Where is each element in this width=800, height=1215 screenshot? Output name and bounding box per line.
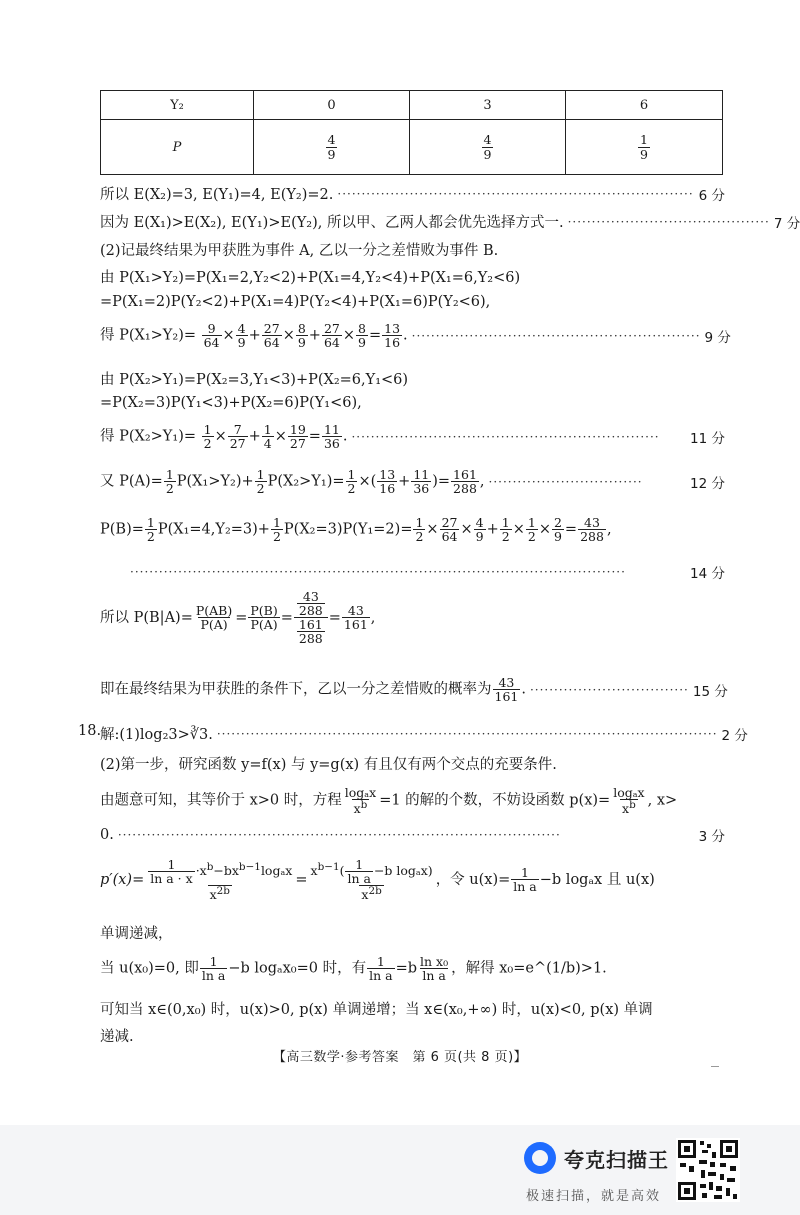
table-cell: Y₂	[101, 91, 254, 120]
table-header-row	[101, 91, 723, 120]
solution-line: 又 P(A)= $\frac{1}{2}$ P(X₁>Y₂)+ $\frac{1}{2}$ P(X₂>Y₁)= $\frac{1}{2}$ ×( $\frac{13}{16}$ + $\frac{11}{36}$ )= $\frac{161}{288}$ , ································ 12 分	[100, 467, 725, 497]
scanner-banner	[0, 1125, 800, 1215]
table-cell: 3	[410, 91, 566, 120]
solution-line: P(B)= $\frac{1}{2}$ P(X₁=4,Y₂=3)+ $\frac{1}{2}$ P(X₂=3)P(Y₁=2)= $\frac{1}{2}$ × $\frac{27}{64}$ × $\frac{4}{9}$ + $\frac{1}{2}$ × $\frac{1}{2}$ × $\frac{2}{9}$ = $\frac{43}{288}$ ,	[100, 515, 612, 545]
solution-line: 当 u(x₀)=0, 即 $\frac{1}{\text{ln a}}$ −b logₐx₀=0 时，有 $\frac{1}{\text{ln a}}$ =b $\frac{\text{ln x₀}}{\text{ln a}}$ ，解得 x₀=e^(1/b)>1.	[100, 954, 607, 984]
table-cell: P	[101, 120, 254, 175]
table-cell: $\frac{4}{9}$	[410, 120, 566, 175]
quark-logo-icon	[524, 1142, 556, 1174]
table-cell: $\frac{1}{9}$	[566, 120, 723, 175]
table-cell: $\frac{4}{9}$	[254, 120, 410, 175]
brand-name: 夸克扫描王	[564, 1147, 669, 1172]
solution-line: 得 P(X₂>Y₁)= $\frac{1}{2}$ × $\frac{7}{27}$ + $\frac{1}{4}$ × $\frac{19}{27}$ = $\frac{11}{36}$ . ································································ 11 分	[100, 422, 725, 452]
solution-line: 即在最终结果为甲获胜的条件下，乙以一分之差惜败的概率为 $\frac{43}{161}$ . ································· 15 分	[100, 675, 728, 705]
solution-line: 所以 E(X₂)=3, E(Y₁)=4, E(Y₂)=2. ·········································································· 6 分	[100, 186, 725, 204]
distribution-table	[100, 90, 723, 175]
table-cell: 0	[254, 91, 410, 120]
solution-line: 单调递减，	[100, 926, 173, 942]
solution-line: 所以 P(B|A)= $\frac{P(AB)}{P(A)}$ = $\frac{P(B)}{P(A)}$ = $\frac{\frac{43}{288}}{\frac{161}{288}}$ = $\frac{43}{161}$ ,	[100, 589, 376, 647]
solution-line: 由 P(X₁>Y₂)=P(X₁=2,Y₂<2)+P(X₁=4,Y₂<4)+P(X₁=6,Y₂<6)	[100, 270, 521, 286]
solution-line: ······································································································· 14 分	[130, 565, 725, 582]
solution-line: 递减.	[100, 1029, 134, 1045]
solution-line: =P(X₂=3)P(Y₁<3)+P(X₂=6)P(Y₁<6),	[100, 395, 362, 411]
solution-line: (2)记最终结果为甲获胜为事件 A, 乙以一分之差惜败为事件 B.	[100, 243, 499, 259]
solution-line: (2)第一步，研究函数 y=f(x) 与 y=g(x) 有且仅有两个交点的充要条件.	[100, 757, 557, 773]
brand	[524, 1142, 669, 1174]
table-cell: 6	[566, 91, 723, 120]
solution-line: 0. ···························································································· 3 分	[100, 827, 725, 845]
solution-line: 由题意可知，其等价于 x>0 时，方程 $\frac{\text{logₐx}}{x^b}$ =1 的解的个数，不妨设函数 p(x)= $\frac{\text{logₐx}}{x^b}$ , x>	[100, 785, 678, 817]
qr-code-icon	[676, 1138, 740, 1202]
solution-line: 由 P(X₂>Y₁)=P(X₂=3,Y₁<3)+P(X₂=6,Y₁<6)	[100, 372, 409, 388]
solution-line: p′(x)= $\frac{1}{\text{ln a · x}}$ $\cdot x^b-bx^{b-1}\log_ax$ $x^{2b}$ = $x^{b-1}$( $\frac{1}{\text{ln a}}$ −b logₐx) $x^{2b}$ ，令 u(x)= $\frac{1}{\text{ln a}}$ −b logₐx 且 u(x)	[100, 857, 655, 903]
solution-line: 因为 E(X₁)>E(X₂), E(Y₁)>E(Y₂), 所以甲、乙两人都会优先选择方式一. ·········································· 7 分	[100, 214, 800, 232]
divider	[711, 1066, 719, 1067]
question-number: 18.	[78, 723, 102, 739]
brand-slogan: 极速扫描，就是高效	[526, 1189, 662, 1204]
solution-line: 得 P(X₁>Y₂)= $\frac{9}{64}$ × $\frac{4}{9}$ + $\frac{27}{64}$ × $\frac{8}{9}$ + $\frac{27}{64}$ × $\frac{8}{9}$ = $\frac{13}{16}$ . ···························································· 9 分	[100, 321, 731, 351]
solution-line: 可知当 x∈(0,x₀) 时，u(x)>0, p(x) 单调递增；当 x∈(x₀,+∞) 时，u(x)<0, p(x) 单调	[100, 1002, 653, 1018]
solution-line: 解:(1)log₂3>∛3. ········································································································ 2 分	[100, 726, 748, 744]
solution-line: =P(X₁=2)P(Y₂<2)+P(X₁=4)P(Y₂<4)+P(X₁=6)P(Y₂<6),	[100, 294, 491, 310]
page-footer: 【高三数学·参考答案 第 6 页(共 8 页)】	[272, 1050, 528, 1065]
table-row	[101, 120, 723, 175]
